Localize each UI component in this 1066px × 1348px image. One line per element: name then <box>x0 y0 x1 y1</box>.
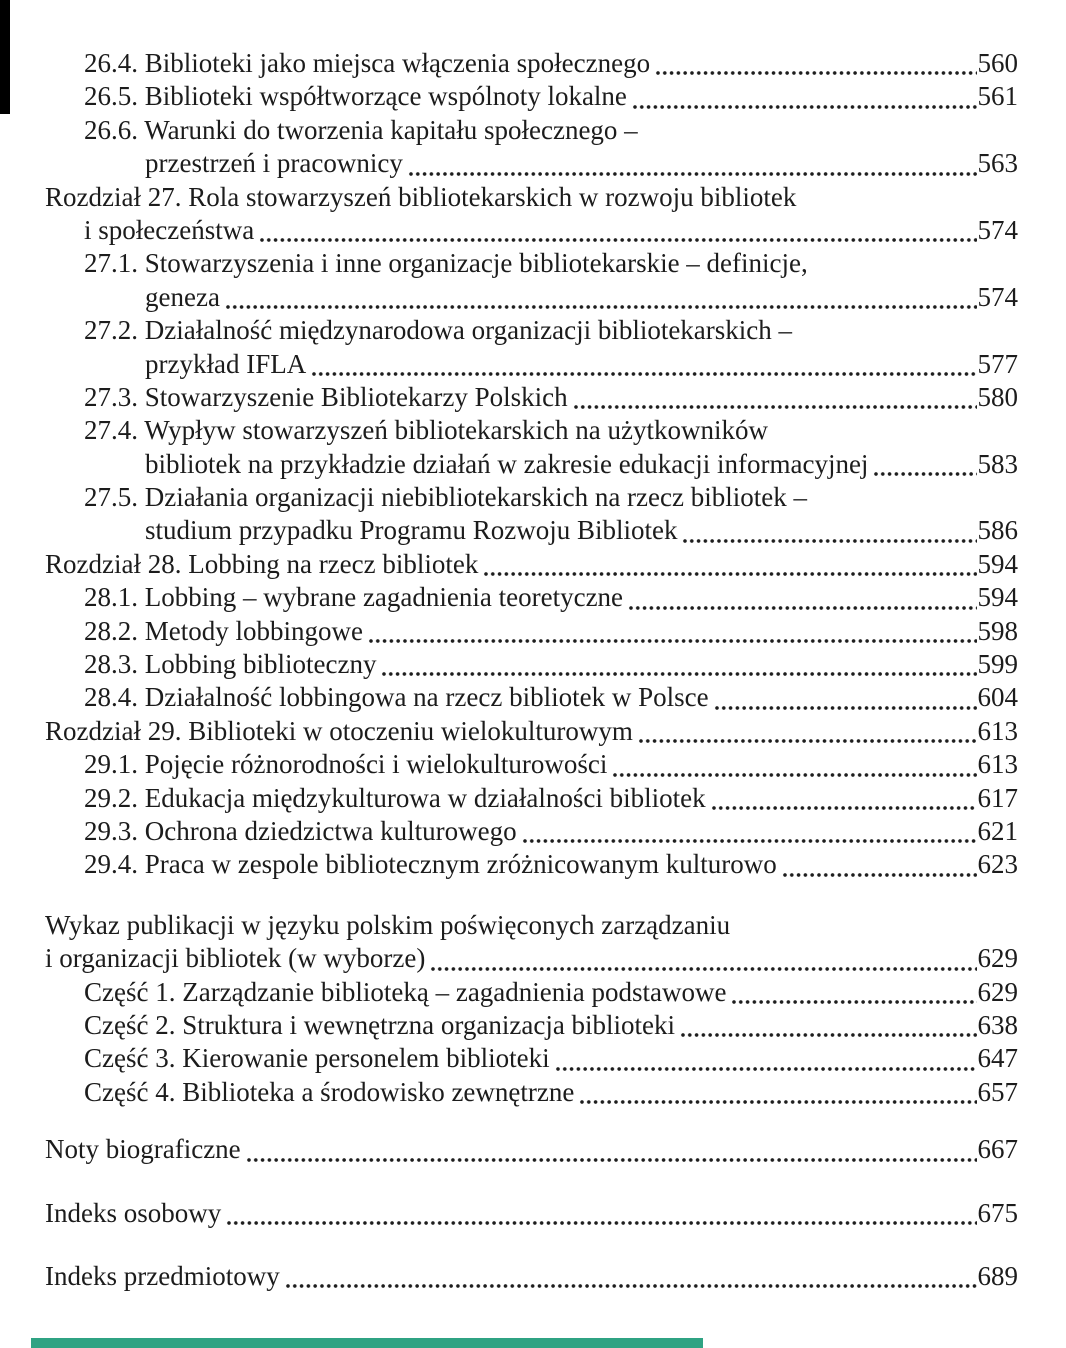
toc-entry-text: i organizacji bibliotek (w wyborze) <box>45 943 426 974</box>
toc-entry-text: studium przypadku Programu Rozwoju Bibliotek <box>145 515 678 546</box>
toc-entry-text: Indeks przedmiotowy <box>45 1260 280 1291</box>
toc-entry-text: 28.2. Metody lobbingowe <box>84 615 363 646</box>
toc-entry <box>0 815 1018 848</box>
dot-leader <box>731 999 976 1005</box>
toc-entry-text: 26.4. Biblioteki jako miejsca włączenia społecznego <box>84 48 651 78</box>
page-number: 561 <box>977 81 1018 112</box>
toc-entry <box>0 1042 1018 1075</box>
toc-entry-text: geneza <box>145 281 220 312</box>
scan-artifact-bottom-bar <box>31 1338 703 1348</box>
page-number: 623 <box>977 849 1018 880</box>
toc-entry-text: Rozdział 27. Rola stowarzyszeń bibliotekarskich w rozwoju bibliotek <box>45 181 797 212</box>
toc-entry-text: 27.4. Wypływ stowarzyszeń bibliotekarskich na użytkowników <box>84 415 768 446</box>
dot-leader <box>782 872 977 878</box>
page-number: 580 <box>977 381 1018 412</box>
toc-entry-text: przestrzeń i pracownicy <box>145 148 403 179</box>
dot-leader <box>714 705 977 711</box>
page-number: 617 <box>977 782 1018 813</box>
toc-entry-text: Część 1. Zarządzanie biblioteką – zagadnienia podstawowe <box>84 976 727 1007</box>
toc-entry <box>0 942 1018 975</box>
toc-entry <box>0 848 1018 881</box>
toc-entry-text: 29.1. Pojęcie różnorodności i wielokulturowości <box>84 749 608 780</box>
toc-entry <box>0 976 1018 1009</box>
toc-entry <box>0 681 1018 714</box>
toc-entry <box>0 114 1018 147</box>
toc-entry <box>0 1009 1018 1042</box>
page-number: 689 <box>977 1260 1018 1291</box>
dot-leader <box>368 638 977 644</box>
dot-leader <box>522 838 977 844</box>
toc-entry <box>0 314 1018 347</box>
page-number: 583 <box>977 448 1018 479</box>
toc-entry <box>0 581 1018 614</box>
dot-leader <box>680 1032 976 1038</box>
page-number: 621 <box>977 815 1018 846</box>
toc-entry-text: Indeks osobowy <box>45 1197 222 1228</box>
page-number: 594 <box>977 582 1018 613</box>
dot-leader <box>579 1099 976 1105</box>
toc-entry-text: 29.2. Edukacja międzykulturowa w działalności bibliotek <box>84 782 706 813</box>
toc-entry <box>0 147 1018 180</box>
toc-entry <box>0 748 1018 781</box>
page-number: 586 <box>977 515 1018 546</box>
toc-entry <box>0 181 1018 214</box>
dot-leader <box>873 471 976 477</box>
page-number: 598 <box>977 615 1018 646</box>
dot-leader <box>573 404 977 410</box>
page-number: 577 <box>977 348 1018 379</box>
page-number: 675 <box>977 1197 1018 1228</box>
toc-entry-text: 26.5. Biblioteki współtworzące wspólnoty lokalne <box>84 81 627 112</box>
toc-entry <box>0 348 1018 381</box>
dot-leader <box>655 70 976 76</box>
dot-leader <box>682 538 976 544</box>
section-gap <box>0 882 1018 909</box>
toc-entry-text: 28.4. Działalność lobbingowa na rzecz bibliotek w Polsce <box>84 682 709 713</box>
toc-entry <box>0 381 1018 414</box>
dot-leader <box>285 1283 977 1289</box>
page-number: 604 <box>977 682 1018 713</box>
section-gap <box>0 1109 1018 1133</box>
page-number: 560 <box>977 48 1018 78</box>
toc-entry <box>0 414 1018 447</box>
toc-entry <box>0 1133 1018 1166</box>
toc-entry <box>0 247 1018 280</box>
toc-entry-text: Część 4. Biblioteka a środowisko zewnętrzne <box>84 1076 575 1107</box>
toc-entry-text: 27.3. Stowarzyszenie Bibliotekarzy Polskich <box>84 381 568 412</box>
dot-leader <box>246 1157 977 1163</box>
page-number: 563 <box>977 148 1018 179</box>
dot-leader <box>555 1066 977 1072</box>
dot-leader <box>483 571 976 577</box>
dot-leader <box>259 237 976 243</box>
toc-entry <box>0 214 1018 247</box>
section-gap <box>0 1167 1018 1197</box>
toc-entry <box>0 648 1018 681</box>
dot-leader <box>632 104 977 110</box>
toc-entry-text: Wykaz publikacji w języku polskim poświęconych zarządzaniu <box>45 909 731 940</box>
dot-leader <box>711 805 977 811</box>
table-of-contents <box>0 47 1066 1293</box>
toc-entry <box>0 1076 1018 1109</box>
toc-entry-text: Część 2. Struktura i wewnętrzna organizacja biblioteki <box>84 1009 676 1040</box>
toc-entry-text: 27.5. Działania organizacji niebibliotekarskich na rzecz bibliotek – <box>84 482 807 513</box>
toc-entry-text: 26.6. Warunki do tworzenia kapitału społecznego – <box>84 114 638 145</box>
section-gap <box>0 1230 1018 1260</box>
toc-entry <box>0 615 1018 648</box>
dot-leader <box>225 304 977 310</box>
toc-entry <box>0 281 1018 314</box>
toc-entry-text: Rozdział 28. Lobbing na rzecz bibliotek <box>45 548 479 579</box>
dot-leader <box>638 738 977 744</box>
toc-entry <box>0 80 1018 113</box>
toc-entry <box>0 481 1018 514</box>
toc-entry-text: 28.3. Lobbing biblioteczny <box>84 649 377 680</box>
toc-entry <box>0 47 1018 80</box>
toc-entry-text: przykład IFLA <box>145 348 307 379</box>
page-number: 667 <box>977 1134 1018 1165</box>
toc-entry <box>0 782 1018 815</box>
dot-leader <box>628 605 976 611</box>
page-number: 638 <box>977 1009 1018 1040</box>
dot-leader <box>381 671 976 677</box>
page-number: 613 <box>977 715 1018 746</box>
toc-entry-text: Część 3. Kierowanie personelem biblioteki <box>84 1043 550 1074</box>
page-number: 574 <box>977 281 1018 312</box>
page-number: 613 <box>977 749 1018 780</box>
page-number: 657 <box>977 1076 1018 1107</box>
toc-entry <box>0 1197 1018 1230</box>
toc-entry-text: 29.3. Ochrona dziedzictwa kulturowego <box>84 815 517 846</box>
page-number: 574 <box>977 214 1018 245</box>
toc-entry-text: Noty biograficzne <box>45 1134 241 1165</box>
toc-entry <box>0 514 1018 547</box>
toc-entry-text: 29.4. Praca w zespole bibliotecznym zróżnicowanym kulturowo <box>84 849 777 880</box>
toc-entry-text: i społeczeństwa <box>84 214 255 245</box>
toc-entry-text: 27.1. Stowarzyszenia i inne organizacje bibliotekarskie – definicje, <box>84 248 808 279</box>
toc-entry <box>0 1260 1018 1293</box>
toc-entry-text: Rozdział 29. Biblioteki w otoczeniu wielokulturowym <box>45 715 633 746</box>
dot-leader <box>430 966 976 972</box>
toc-entry-text: 28.1. Lobbing – wybrane zagadnienia teoretyczne <box>84 582 624 613</box>
toc-entry <box>0 909 1018 942</box>
toc-entry <box>0 715 1018 748</box>
page-number: 647 <box>977 1043 1018 1074</box>
page-number: 629 <box>977 976 1018 1007</box>
toc-entry-text: 27.2. Działalność międzynarodowa organizacji bibliotekarskich – <box>84 315 793 346</box>
page-number: 594 <box>977 548 1018 579</box>
page-number: 599 <box>977 649 1018 680</box>
dot-leader <box>612 772 976 778</box>
toc-entry <box>0 548 1018 581</box>
dot-leader <box>408 171 977 177</box>
dot-leader <box>226 1220 976 1226</box>
dot-leader <box>311 371 976 377</box>
page-number: 629 <box>977 943 1018 974</box>
toc-entry <box>0 448 1018 481</box>
toc-entry-text: bibliotek na przykładzie działań w zakresie edukacji informacyjnej <box>145 448 869 479</box>
